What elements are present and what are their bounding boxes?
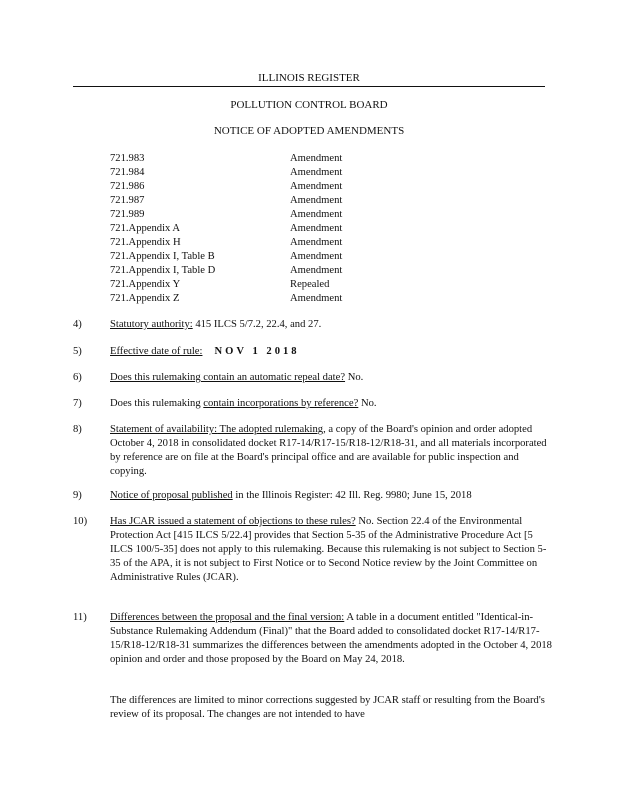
- section-action: Amendment: [290, 223, 343, 234]
- section-number: 721.984: [110, 167, 145, 178]
- item-label: Statement of availability:: [110, 424, 218, 435]
- item-number: 7): [73, 398, 82, 409]
- item-prefix: Does this rulemaking: [110, 398, 204, 409]
- item-number: 4): [73, 319, 82, 330]
- section-row: [110, 180, 410, 194]
- section-row: [110, 236, 410, 250]
- item-label: Differences between the proposal and the final version:: [110, 612, 345, 623]
- section-action: Amendment: [290, 167, 343, 178]
- section-number: 721.986: [110, 181, 145, 192]
- board-title: POLLUTION CONTROL BOARD: [230, 99, 388, 111]
- item-number: 6): [73, 372, 82, 383]
- section-action: Amendment: [290, 265, 343, 276]
- section-action: Amendment: [290, 181, 343, 192]
- section-row: [110, 278, 410, 292]
- section-row: [110, 222, 410, 236]
- item-number: 10): [73, 516, 88, 527]
- item-text: No.: [345, 372, 364, 383]
- section-number: 721.987: [110, 195, 145, 206]
- section-number: 721.Appendix A: [110, 223, 181, 234]
- section-row: [110, 292, 410, 306]
- section-action: Amendment: [290, 251, 343, 262]
- section-row: [110, 250, 410, 264]
- item-label: Statutory authority:: [110, 319, 193, 330]
- item-text: No. Section 22.4 of the Environmental Protection Act [415 ILCS 5/22.4] provides that Section 5-35 of the Administrative Procedure Act [5 ILCS 100/5-35] does not apply to this rulemaking. Because this rulemaking is not subject to Section 5-35 of the APA, it is not subject to First Notice or to Second Notice review by the Joint Committee on Administrative Rules (JCAR).: [110, 516, 547, 583]
- item-text: A table in a document entitled "Identical-in-Substance Rulemaking Addendum (Final)" that the Board added to consolidated docket R17-14/R17-15/R18-12/R18-31 summarizes the differences between the amendments adopted in the October 4, 2018 opinion and order and those proposed by the Board on May 24, 2018.: [110, 612, 552, 665]
- register-header: ILLINOIS REGISTER: [73, 72, 545, 87]
- section-action: Amendment: [290, 237, 343, 248]
- section-action: Amendment: [290, 153, 343, 164]
- section-row: [110, 264, 410, 278]
- sections-table: [110, 152, 410, 306]
- section-row: [110, 208, 410, 222]
- section-action: Amendment: [290, 293, 343, 304]
- section-number: 721.Appendix H: [110, 237, 181, 248]
- section-row: [110, 166, 410, 180]
- item-label: Effective date of rule:: [110, 346, 203, 357]
- item-label: Notice of proposal published: [110, 490, 233, 501]
- section-number: 721.Appendix Y: [110, 279, 181, 290]
- section-number: 721.983: [110, 153, 145, 164]
- section-action: Amendment: [290, 195, 343, 206]
- section-action: Amendment: [290, 209, 343, 220]
- item-label-continued: The adopted rulemaking: [217, 424, 324, 435]
- differences-paragraph: The differences are limited to minor corrections suggested by JCAR staff or resulting from the Board's review of its proposal. The changes are not intended to have: [110, 695, 545, 720]
- item-text: No.: [358, 398, 377, 409]
- section-number: 721.Appendix I, Table D: [110, 265, 216, 276]
- item-number: 9): [73, 490, 82, 501]
- item-label: Has JCAR issued a statement of objections to these rules?: [110, 516, 356, 527]
- item-number: 11): [73, 612, 87, 623]
- item-number: 8): [73, 424, 82, 435]
- item-label: Does this rulemaking contain an automatic repeal date?: [110, 372, 346, 383]
- effective-date-stamp: NOV 1 2018: [214, 346, 300, 357]
- section-number: 721.Appendix I, Table B: [110, 251, 215, 262]
- item-text: in the Illinois Register: 42 Ill. Reg. 9980; June 15, 2018: [232, 490, 472, 501]
- item-label: contain incorporations by reference?: [203, 398, 359, 409]
- section-number: 721.989: [110, 209, 145, 220]
- notice-title: NOTICE OF ADOPTED AMENDMENTS: [213, 125, 405, 137]
- section-action: Repealed: [290, 279, 330, 290]
- section-number: 721.Appendix Z: [110, 293, 180, 304]
- section-row: [110, 194, 410, 208]
- item-text: 415 ILCS 5/7.2, 22.4, and 27.: [192, 319, 322, 330]
- item-number: 5): [73, 346, 82, 357]
- section-row: [110, 152, 410, 166]
- item-text: , a copy of the Board's opinion and order adopted October 4, 2018 in consolidated docket R17-14/R17-15/R18-12/R18-31, and all materials incorporated by reference are on file at the Board's principal office and are available for public inspection and copying.: [110, 424, 547, 477]
